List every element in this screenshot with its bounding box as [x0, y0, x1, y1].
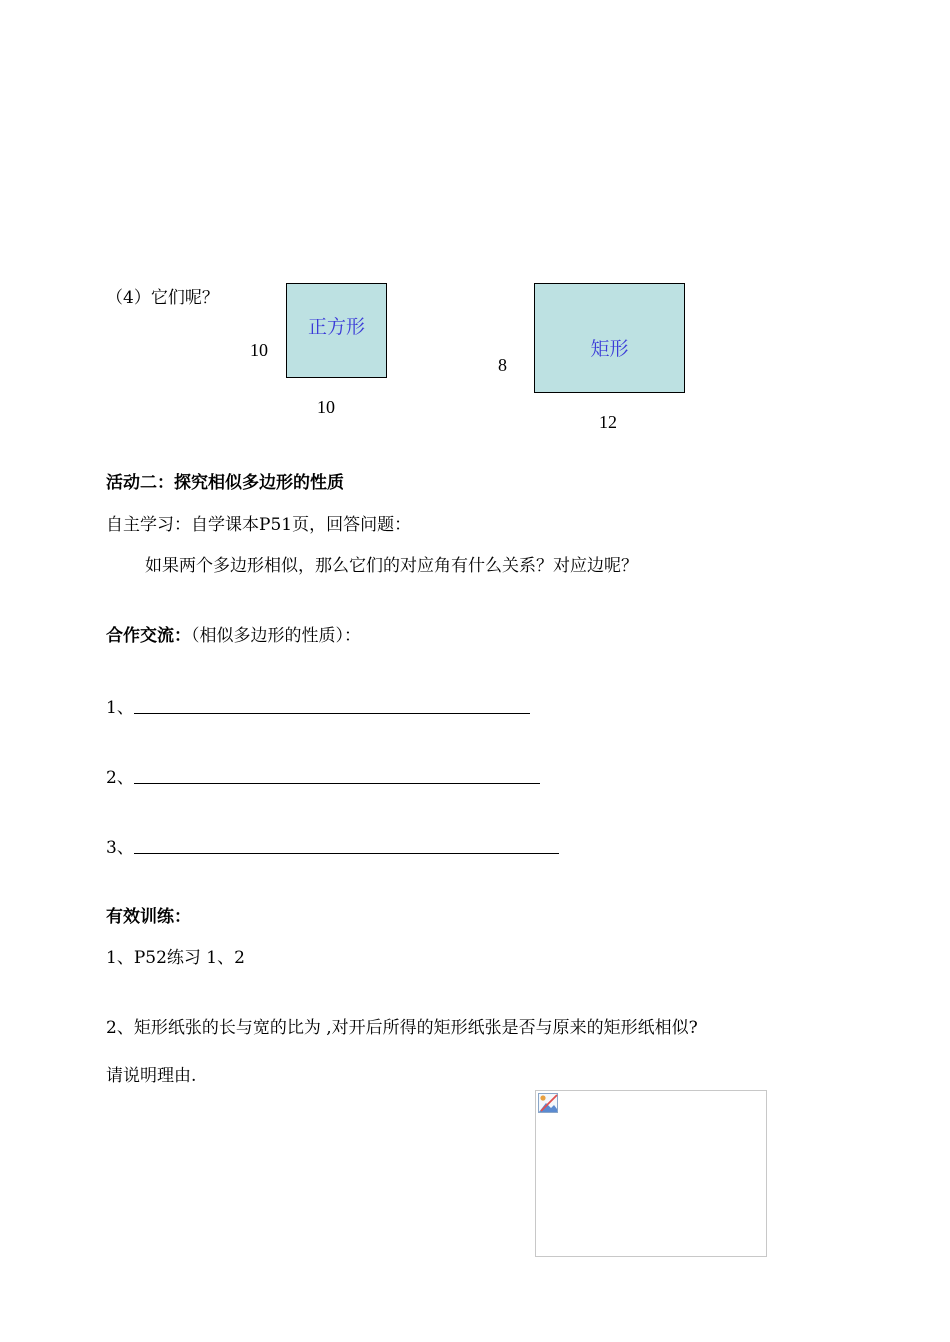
training-item-2: 2、矩形纸张的长与宽的比为 ,对开后所得的矩形纸张是否与原来的矩形纸相似?: [106, 1018, 698, 1038]
square-figure: [286, 283, 387, 378]
rectangle-label: 矩形: [590, 337, 629, 360]
rectangle-side-left: 8: [498, 355, 507, 375]
cooperation-subtitle: （相似多边形的性质）：: [191, 626, 361, 646]
rectangle-side-bottom: 12: [599, 412, 617, 432]
broken-image-icon: [538, 1093, 558, 1113]
training-item-2-cont: 请说明理由.: [106, 1066, 197, 1086]
question-4: （4）它们呢？: [106, 288, 219, 308]
cooperation-heading: [106, 626, 361, 646]
blank-line-1: [134, 713, 530, 714]
blank-item-2-label: 2、: [106, 768, 134, 788]
square-side-bottom: 10: [317, 397, 335, 417]
self-study-text: 自主学习：自学课本P51页，回答问题：: [106, 515, 412, 535]
blank-line-2: [134, 783, 540, 784]
cooperation-title: 合作交流：: [106, 626, 191, 646]
blank-item-3-label: 3、: [106, 838, 134, 858]
blank-line-3: [134, 853, 559, 854]
activity2-title: 活动二：探究相似多边形的性质: [106, 473, 344, 493]
training-title: 有效训练：: [106, 907, 191, 927]
training-item-1: 1、P52练习 1、2: [106, 948, 245, 968]
square-side-left: 10: [250, 340, 268, 360]
activity2-question: 如果两个多边形相似，那么它们的对应角有什么关系？对应边呢？: [145, 556, 638, 576]
square-label: 正方形: [307, 316, 365, 338]
image-placeholder: [535, 1090, 767, 1257]
blank-item-1-label: 1、: [106, 698, 134, 718]
rectangle-figure: [534, 283, 685, 393]
